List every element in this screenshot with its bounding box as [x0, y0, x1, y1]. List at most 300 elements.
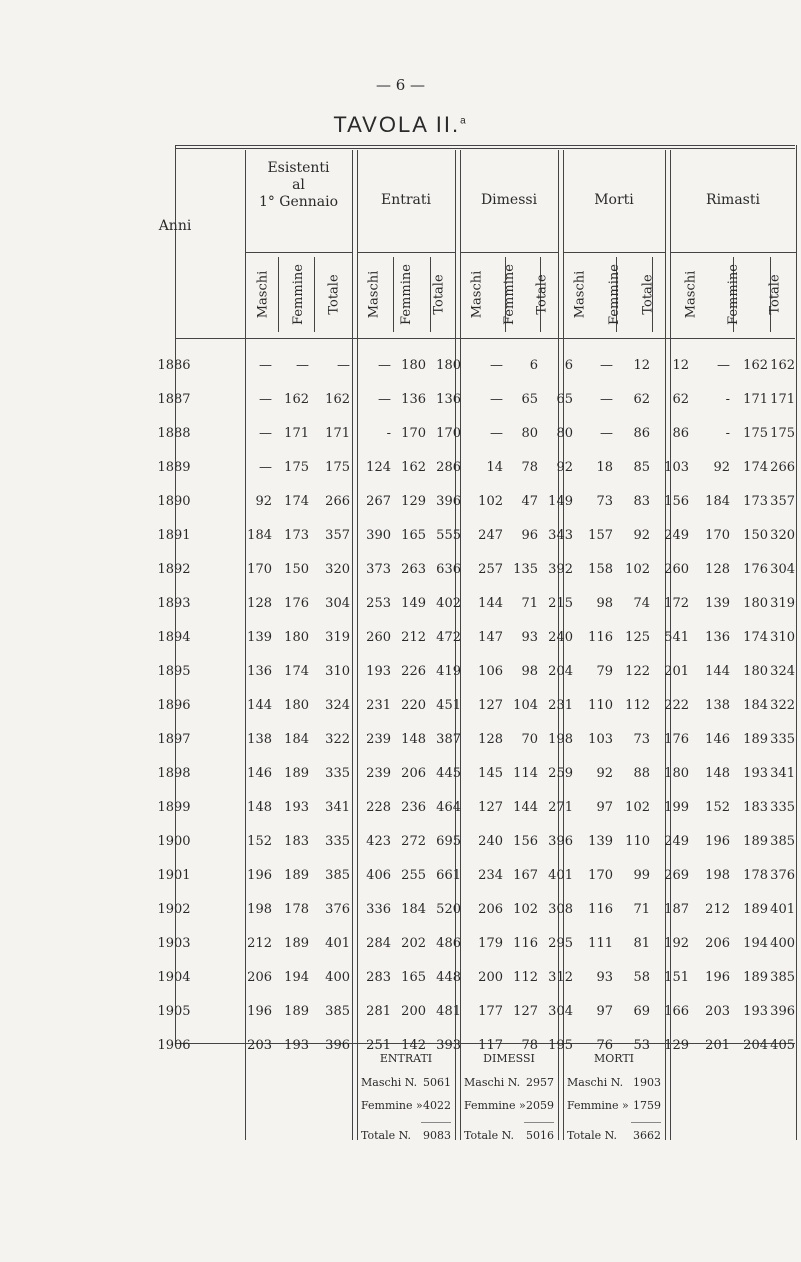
value-cell: 127 [478, 698, 503, 713]
value-cell: 171 [743, 392, 768, 407]
year-cell: 1886 [157, 358, 191, 373]
summary-totale-label: Totale N. [464, 1129, 515, 1142]
value-cell: 83 [633, 494, 650, 509]
summary-femmine-label: Femmine » [567, 1099, 629, 1112]
value-cell: 445 [436, 766, 461, 781]
value-cell: 193 [366, 664, 391, 679]
value-cell: 173 [743, 494, 768, 509]
summary-dimessi [464, 1052, 554, 1143]
value-cell: 144 [247, 698, 272, 713]
value-cell: 183 [743, 800, 768, 815]
value-cell: 393 [436, 1038, 461, 1053]
group-header-line: al [292, 177, 305, 193]
value-cell: 322 [770, 698, 795, 713]
value-cell: 70 [521, 732, 538, 747]
subheader-maschi [563, 257, 597, 331]
year-cell: 1893 [157, 596, 191, 611]
value-cell: 176 [743, 562, 768, 577]
header-bottom-rule [175, 338, 795, 339]
value-cell: 266 [325, 494, 350, 509]
value-cell: 65 [521, 392, 538, 407]
value-cell: - [725, 426, 730, 441]
value-cell: 541 [664, 630, 689, 645]
subheader-label: Totale [534, 273, 550, 315]
value-cell: 661 [436, 868, 461, 883]
value-cell: 152 [705, 800, 730, 815]
summary-sum-rule [421, 1122, 451, 1123]
page-title [0, 112, 801, 138]
value-cell: 171 [770, 392, 795, 407]
subheader-femmine [281, 257, 317, 331]
value-cell: 149 [401, 596, 426, 611]
summary-maschi-label: Maschi N. [361, 1076, 418, 1089]
value-cell: 198 [705, 868, 730, 883]
value-cell: 170 [401, 426, 426, 441]
summary-maschi-value: 1903 [633, 1076, 661, 1089]
table-row [0, 1004, 801, 1022]
value-cell: 295 [548, 936, 573, 951]
value-cell: 65 [556, 392, 573, 407]
subheader-maschi [357, 257, 390, 331]
value-cell: 198 [247, 902, 272, 917]
value-cell: 162 [284, 392, 309, 407]
value-cell: 128 [247, 596, 272, 611]
value-cell: 129 [401, 494, 426, 509]
value-cell: 112 [513, 970, 538, 985]
value-cell: 335 [770, 800, 795, 815]
subheader-label: Femmine [290, 263, 306, 325]
value-cell: 129 [664, 1038, 689, 1053]
value-cell: 199 [664, 800, 689, 815]
value-cell: 148 [247, 800, 272, 815]
value-cell: 406 [366, 868, 391, 883]
value-cell: 239 [366, 732, 391, 747]
value-cell: 240 [548, 630, 573, 645]
value-cell: 385 [325, 1004, 350, 1019]
value-cell: 189 [284, 868, 309, 883]
value-cell: 177 [478, 1004, 503, 1019]
value-cell: 231 [366, 698, 391, 713]
value-cell: 247 [478, 528, 503, 543]
value-cell: 260 [664, 562, 689, 577]
value-cell: 193 [743, 766, 768, 781]
table-row [0, 392, 801, 410]
subheader-label: Femmine [606, 263, 622, 325]
value-cell: 401 [325, 936, 350, 951]
value-cell: 162 [325, 392, 350, 407]
value-cell: 324 [770, 664, 795, 679]
year-cell: 1887 [157, 392, 191, 407]
value-cell: — [259, 358, 272, 373]
value-cell: 206 [705, 936, 730, 951]
value-cell: 127 [513, 1004, 538, 1019]
value-cell: 165 [401, 528, 426, 543]
value-cell: 156 [664, 494, 689, 509]
value-cell: 157 [588, 528, 613, 543]
summary-totale [361, 1129, 451, 1143]
table-row [0, 562, 801, 580]
value-cell: 200 [478, 970, 503, 985]
group-header-esistenti [245, 160, 352, 211]
value-cell: 400 [325, 970, 350, 985]
value-cell: 236 [401, 800, 426, 815]
value-cell: 335 [770, 732, 795, 747]
value-cell: 171 [325, 426, 350, 441]
value-cell: 152 [247, 834, 272, 849]
value-cell: 124 [366, 460, 391, 475]
value-cell: 128 [705, 562, 730, 577]
page-number: — 6 — [375, 76, 426, 94]
value-cell: 464 [436, 800, 461, 815]
value-cell: 304 [325, 596, 350, 611]
value-cell: 481 [436, 1004, 461, 1019]
value-cell: 212 [247, 936, 272, 951]
value-cell: 184 [705, 494, 730, 509]
value-cell: 85 [633, 460, 650, 475]
subheader-label: Maschi [365, 270, 381, 318]
summary-totale [567, 1129, 661, 1143]
subheader-totale [754, 257, 796, 331]
value-cell: 180 [284, 630, 309, 645]
value-cell: 146 [705, 732, 730, 747]
value-cell: 71 [633, 902, 650, 917]
value-cell: 259 [548, 766, 573, 781]
value-cell: 142 [401, 1038, 426, 1053]
subheader-label: Maschi [683, 270, 699, 318]
value-cell: 74 [633, 596, 650, 611]
value-cell: 184 [284, 732, 309, 747]
value-cell: 156 [513, 834, 538, 849]
value-cell: 170 [705, 528, 730, 543]
year-cell: 1901 [157, 868, 191, 883]
value-cell: — [337, 358, 350, 373]
value-cell: 58 [633, 970, 650, 985]
value-cell: 376 [325, 902, 350, 917]
value-cell: — [259, 426, 272, 441]
group-header-rule [245, 252, 352, 253]
value-cell: 189 [743, 970, 768, 985]
value-cell: 6 [564, 358, 573, 373]
value-cell: 12 [672, 358, 689, 373]
value-cell: 636 [436, 562, 461, 577]
value-cell: 79 [596, 664, 613, 679]
value-cell: 396 [436, 494, 461, 509]
table-row [0, 834, 801, 852]
summary-maschi-value: 2957 [526, 1076, 554, 1089]
subheader-maschi [245, 257, 281, 331]
value-cell: 92 [596, 766, 613, 781]
group-header-rimasti [670, 192, 796, 209]
value-cell: 206 [478, 902, 503, 917]
subheader-label: Totale [431, 273, 447, 315]
value-cell: 71 [521, 596, 538, 611]
value-cell: 206 [401, 766, 426, 781]
value-cell: 138 [705, 698, 730, 713]
value-cell: 145 [478, 766, 503, 781]
value-cell: 114 [513, 766, 538, 781]
year-cell: 1898 [157, 766, 191, 781]
value-cell: 136 [705, 630, 730, 645]
value-cell: 396 [770, 1004, 795, 1019]
value-cell: 18 [596, 460, 613, 475]
value-cell: 170 [247, 562, 272, 577]
table-row [0, 800, 801, 818]
value-cell: 176 [284, 596, 309, 611]
value-cell: 78 [521, 460, 538, 475]
summary-femmine [361, 1099, 451, 1113]
value-cell: 139 [588, 834, 613, 849]
table-row [0, 970, 801, 988]
value-cell: 147 [478, 630, 503, 645]
summary-title: ENTRATI [379, 1052, 433, 1065]
value-cell: 319 [770, 596, 795, 611]
value-cell: 387 [436, 732, 461, 747]
value-cell: 178 [284, 902, 309, 917]
subheader-label: Totale [767, 273, 783, 315]
year-cell: 1891 [157, 528, 191, 543]
value-cell: 175 [284, 460, 309, 475]
group-header-line: Morti [594, 192, 634, 208]
value-cell: 341 [770, 766, 795, 781]
summary-sum-rule [524, 1122, 554, 1123]
value-cell: 203 [705, 1004, 730, 1019]
value-cell: 448 [436, 970, 461, 985]
group-header-morti [563, 192, 665, 209]
value-cell: 220 [401, 698, 426, 713]
value-cell: 62 [672, 392, 689, 407]
value-cell: 405 [770, 1038, 795, 1053]
value-cell: 144 [478, 596, 503, 611]
subheader-label: Femmine [501, 263, 517, 325]
value-cell: 402 [436, 596, 461, 611]
value-cell: 271 [548, 800, 573, 815]
table-top-rule-double [175, 148, 795, 149]
value-cell: 357 [325, 528, 350, 543]
year-cell: 1889 [157, 460, 191, 475]
value-cell: 189 [743, 834, 768, 849]
value-cell: 215 [548, 596, 573, 611]
value-cell: 148 [401, 732, 426, 747]
value-cell: 150 [743, 528, 768, 543]
value-cell: 343 [548, 528, 573, 543]
value-cell: 171 [284, 426, 309, 441]
year-cell: 1902 [157, 902, 191, 917]
value-cell: 151 [664, 970, 689, 985]
value-cell: 136 [401, 392, 426, 407]
value-cell: 81 [633, 936, 650, 951]
value-cell: 193 [284, 1038, 309, 1053]
value-cell: 80 [556, 426, 573, 441]
value-cell: 180 [284, 698, 309, 713]
value-cell: 144 [513, 800, 538, 815]
value-cell: 204 [743, 1038, 768, 1053]
value-cell: 451 [436, 698, 461, 713]
summary-title: DIMESSI [483, 1052, 535, 1065]
subheader-totale [316, 257, 352, 331]
value-cell: 173 [284, 528, 309, 543]
value-cell: 125 [625, 630, 650, 645]
value-cell: 266 [770, 460, 795, 475]
value-cell: 308 [548, 902, 573, 917]
subheader-label: Totale [326, 273, 342, 315]
value-cell: 178 [743, 868, 768, 883]
value-cell: 249 [664, 834, 689, 849]
value-cell: 196 [247, 1004, 272, 1019]
value-cell: 162 [743, 358, 768, 373]
group-header-rule [563, 252, 665, 253]
value-cell: 400 [770, 936, 795, 951]
value-cell: 212 [401, 630, 426, 645]
value-cell: 73 [596, 494, 613, 509]
value-cell: 98 [596, 596, 613, 611]
summary-femmine-value: 2059 [526, 1099, 554, 1112]
table-row [0, 426, 801, 444]
value-cell: 97 [596, 800, 613, 815]
value-cell: 226 [401, 664, 426, 679]
value-cell: 180 [436, 358, 461, 373]
value-cell: 202 [401, 936, 426, 951]
value-cell: 170 [436, 426, 461, 441]
year-cell: 1899 [157, 800, 191, 815]
value-cell: 180 [401, 358, 426, 373]
value-cell: — [259, 460, 272, 475]
value-cell: 267 [366, 494, 391, 509]
value-cell: 92 [713, 460, 730, 475]
value-cell: — [490, 358, 503, 373]
subheader-totale [631, 257, 665, 331]
summary-femmine-label: Femmine » [361, 1099, 423, 1112]
value-cell: 196 [705, 834, 730, 849]
table-row [0, 868, 801, 886]
value-cell: 172 [664, 596, 689, 611]
value-cell: 150 [284, 562, 309, 577]
value-cell: 234 [478, 868, 503, 883]
value-cell: 62 [633, 392, 650, 407]
value-cell: 175 [325, 460, 350, 475]
year-cell: 1900 [157, 834, 191, 849]
title-superscript: a [460, 115, 468, 127]
value-cell: 97 [596, 1004, 613, 1019]
value-cell: 263 [401, 562, 426, 577]
value-cell: 212 [705, 902, 730, 917]
value-cell: 286 [436, 460, 461, 475]
value-cell: 92 [633, 528, 650, 543]
value-cell: 102 [625, 562, 650, 577]
value-cell: 175 [743, 426, 768, 441]
value-cell: 116 [513, 936, 538, 951]
value-cell: 193 [284, 800, 309, 815]
value-cell: 110 [625, 834, 650, 849]
value-cell: 146 [247, 766, 272, 781]
value-cell: 385 [770, 834, 795, 849]
value-cell: 170 [588, 868, 613, 883]
group-header-line: Rimasti [706, 192, 760, 208]
value-cell: 53 [633, 1038, 650, 1053]
value-cell: 284 [366, 936, 391, 951]
value-cell: 138 [247, 732, 272, 747]
value-cell: 520 [436, 902, 461, 917]
value-cell: 376 [770, 868, 795, 883]
value-cell: 174 [284, 494, 309, 509]
value-cell: — [717, 358, 730, 373]
value-cell: 392 [548, 562, 573, 577]
value-cell: 322 [325, 732, 350, 747]
value-cell: 239 [366, 766, 391, 781]
value-cell: 486 [436, 936, 461, 951]
subheader-totale [525, 257, 558, 331]
group-header-line: 1° Gennaio [258, 194, 339, 210]
value-cell: 472 [436, 630, 461, 645]
value-cell: 116 [588, 630, 613, 645]
value-cell: 189 [284, 1004, 309, 1019]
value-cell: 396 [548, 834, 573, 849]
subheader-maschi [670, 257, 712, 331]
value-cell: — [600, 426, 613, 441]
value-cell: 206 [247, 970, 272, 985]
value-cell: 162 [770, 358, 795, 373]
summary-maschi-label: Maschi N. [567, 1076, 624, 1089]
value-cell: 195 [548, 1038, 573, 1053]
subheader-femmine [597, 257, 631, 331]
value-cell: 304 [770, 562, 795, 577]
value-cell: 304 [548, 1004, 573, 1019]
value-cell: 555 [436, 528, 461, 543]
value-cell: 253 [366, 596, 391, 611]
value-cell: 240 [478, 834, 503, 849]
value-cell: 255 [401, 868, 426, 883]
value-cell: 127 [478, 800, 503, 815]
value-cell: 176 [664, 732, 689, 747]
value-cell: — [600, 392, 613, 407]
value-cell: 385 [325, 868, 350, 883]
value-cell: 203 [247, 1038, 272, 1053]
value-cell: 194 [284, 970, 309, 985]
value-cell: 148 [705, 766, 730, 781]
value-cell: 117 [478, 1038, 503, 1053]
value-cell: 228 [366, 800, 391, 815]
value-cell: — [296, 358, 309, 373]
value-cell: 189 [284, 766, 309, 781]
value-cell: 92 [255, 494, 272, 509]
anni-header: Anni [158, 218, 192, 234]
year-cell: 1894 [157, 630, 191, 645]
value-cell: 283 [366, 970, 391, 985]
value-cell: 111 [588, 936, 613, 951]
summary-totale-label: Totale N. [567, 1129, 618, 1142]
value-cell: 76 [596, 1038, 613, 1053]
subheader-femmine [493, 257, 526, 331]
summary-totale-label: Totale N. [361, 1129, 412, 1142]
group-header-rule [460, 252, 558, 253]
value-cell: 201 [705, 1038, 730, 1053]
year-cell: 1897 [157, 732, 191, 747]
value-cell: 184 [247, 528, 272, 543]
value-cell: 336 [366, 902, 391, 917]
value-cell: 396 [325, 1038, 350, 1053]
value-cell: 116 [588, 902, 613, 917]
value-cell: 310 [325, 664, 350, 679]
value-cell: 149 [548, 494, 573, 509]
value-cell: 103 [588, 732, 613, 747]
value-cell: 281 [366, 1004, 391, 1019]
table-row [0, 732, 801, 750]
value-cell: 80 [521, 426, 538, 441]
value-cell: 192 [664, 936, 689, 951]
value-cell: 249 [664, 528, 689, 543]
value-cell: 184 [743, 698, 768, 713]
table-row [0, 494, 801, 512]
value-cell: 158 [588, 562, 613, 577]
